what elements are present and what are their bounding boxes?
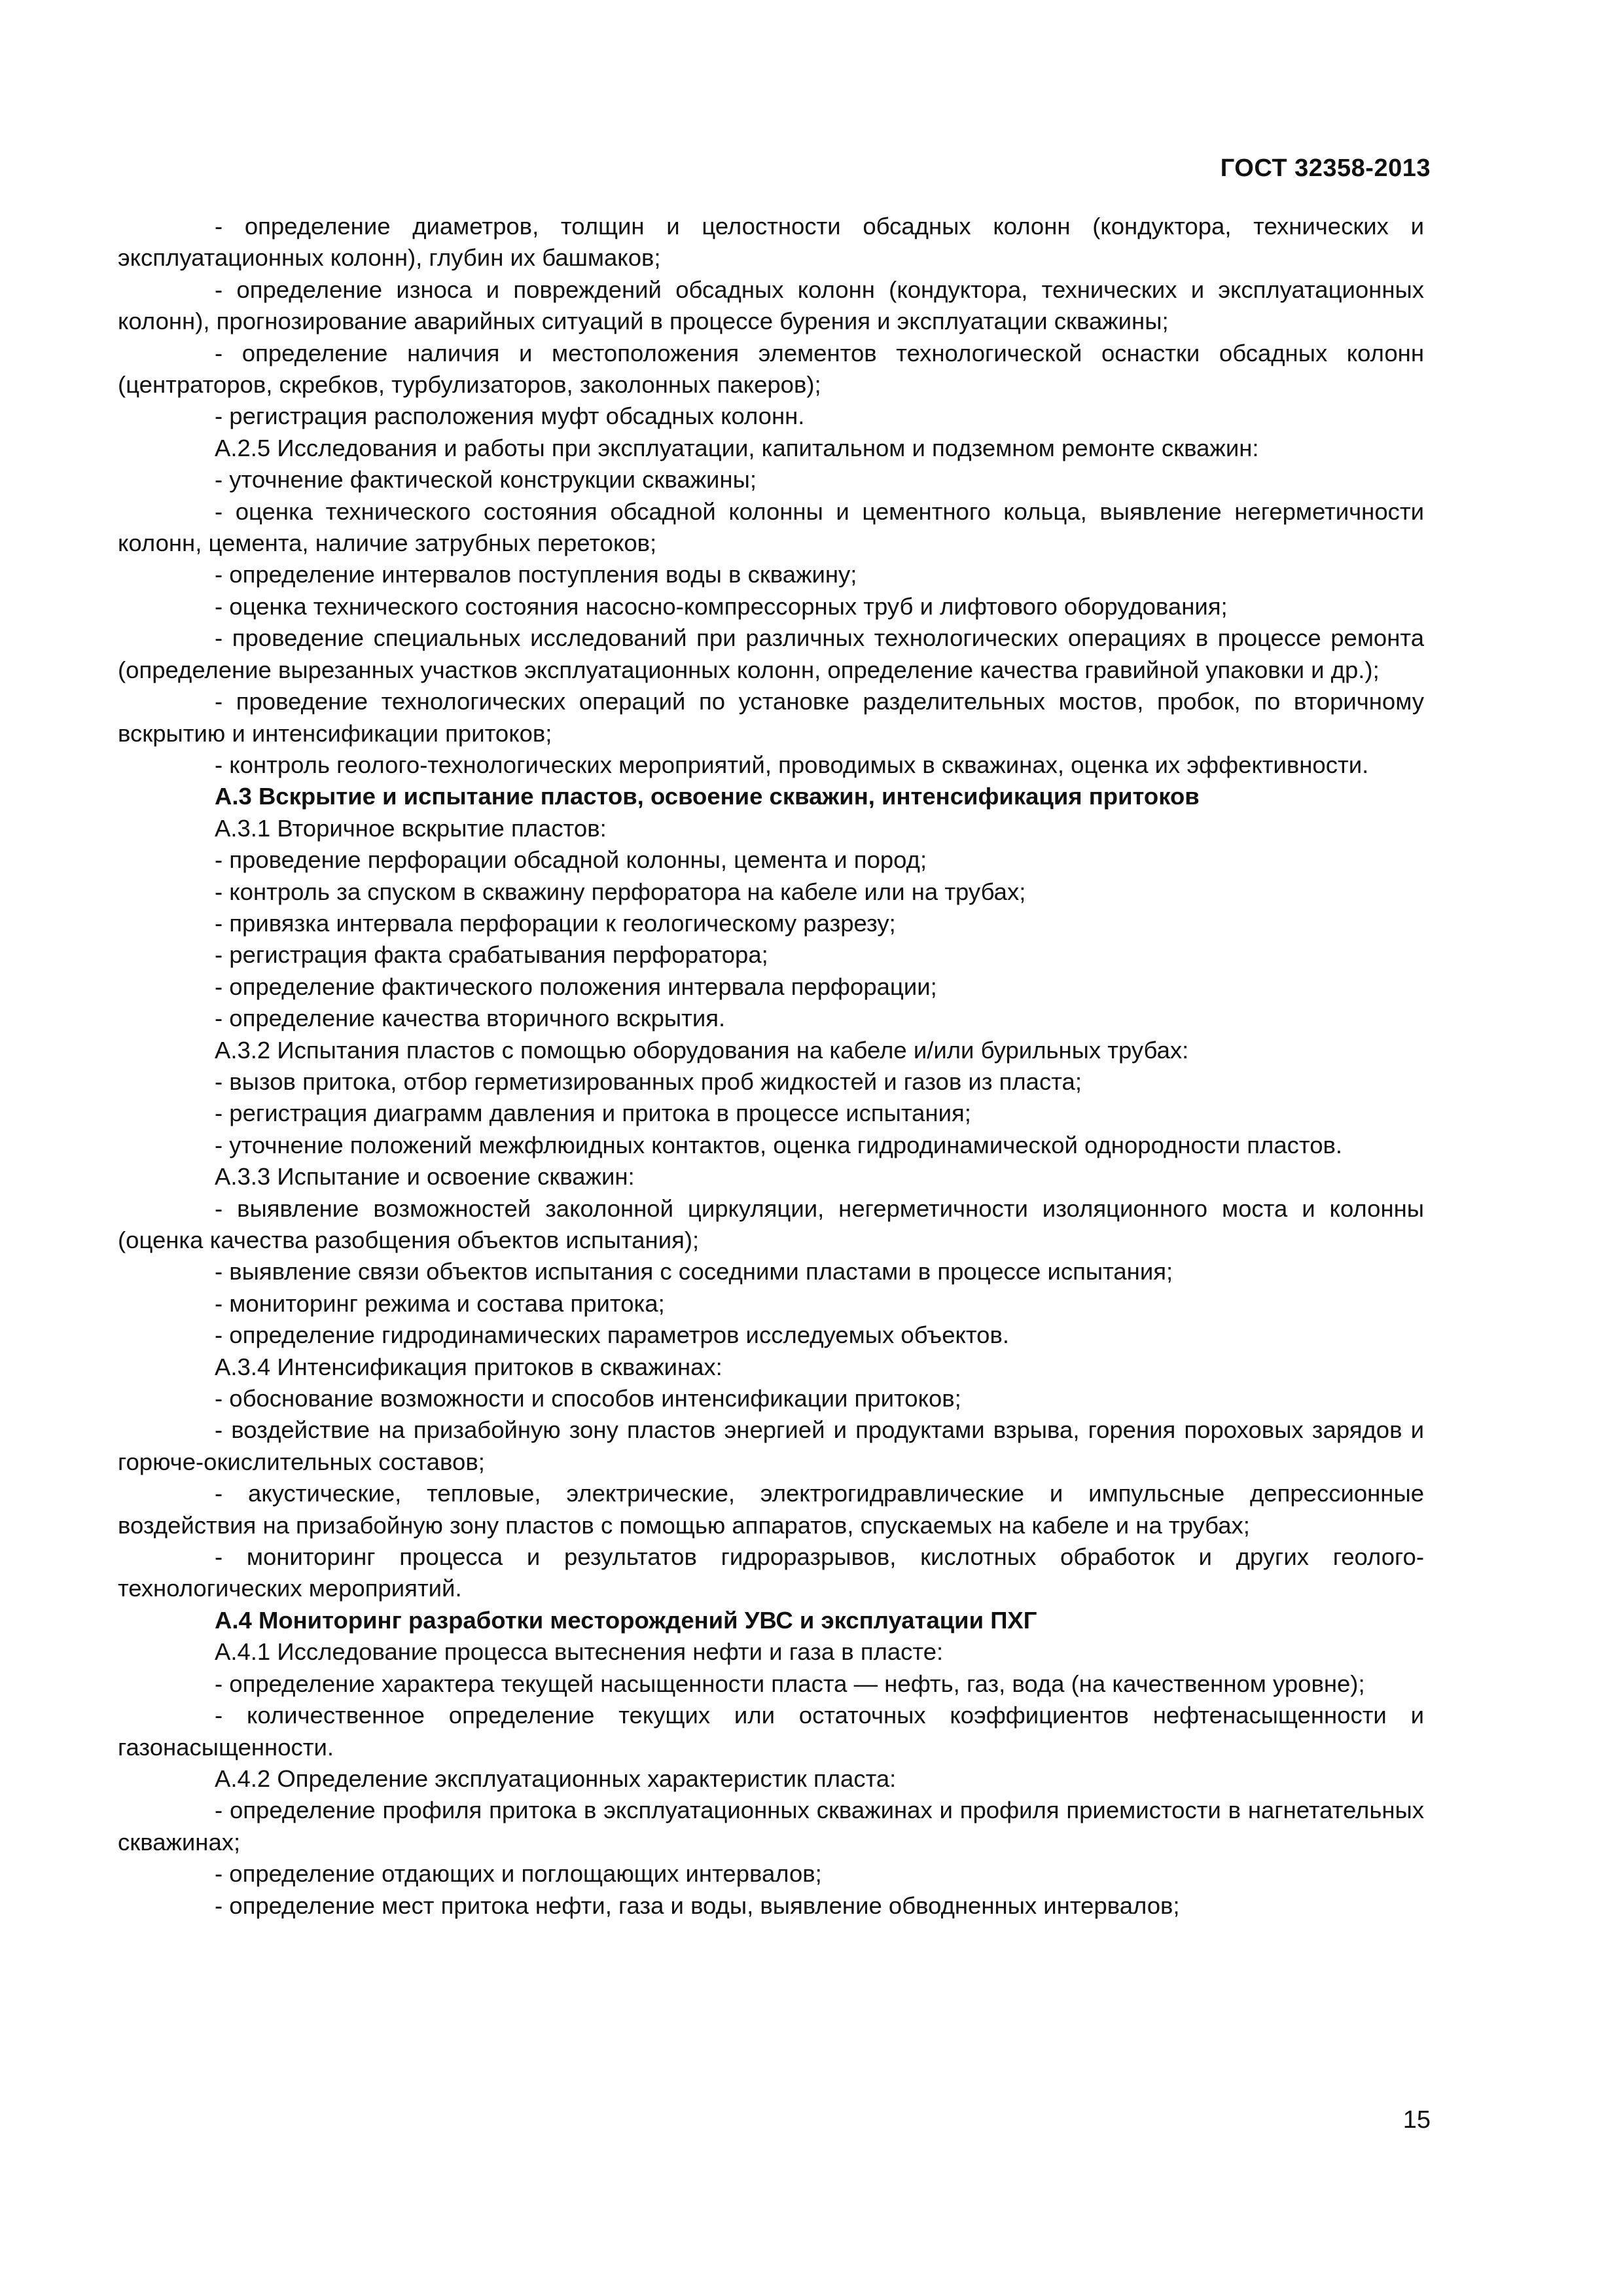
list-item: - уточнение фактической конструкции скважины;	[215, 466, 757, 493]
subsection-title: А.4.1 Исследование процесса вытеснения нефти и газа в пласте:	[215, 1638, 944, 1666]
list-item: - регистрация диаграмм давления и притока в процессе испытания;	[215, 1100, 971, 1127]
subsection-title: А.3.3 Испытание и освоение скважин:	[215, 1163, 635, 1191]
list-item: - определение мест притока нефти, газа и воды, выявление обводненных интервалов;	[215, 1892, 1180, 1919]
list-item: - мониторинг процесса и результатов гидроразрывов, кислотных обработок и других геолого-технологических мероприятий.	[118, 1543, 1424, 1602]
list-item: - определение интервалов поступления воды в скважину;	[215, 561, 857, 588]
list-item: - проведение технологических операций по установке разделительных мостов, пробок, по вторичному вскрытию и интенсификации притоков;	[118, 688, 1424, 747]
document-body	[118, 211, 1424, 1922]
list-item: - выявление связи объектов испытания с соседними пластами в процессе испытания;	[215, 1258, 1173, 1285]
subsection-title: А.4.2 Определение эксплуатационных характеристик пласта:	[215, 1765, 897, 1792]
list-item: - определение качества вторичного вскрытия.	[215, 1005, 726, 1032]
list-item: - привязка интервала перфорации к геологическому разрезу;	[215, 909, 896, 937]
list-item: - оценка технического состояния насосно-компрессорных труб и лифтового оборудования;	[215, 592, 1228, 620]
list-item: - контроль геолого-технологических мероприятий, проводимых в скважинах, оценка их эффективности.	[215, 751, 1369, 778]
list-item: - регистрация расположения муфт обсадных колонн.	[215, 403, 805, 430]
list-item: - вызов притока, отбор герметизированных проб жидкостей и газов из пласта;	[215, 1067, 1082, 1095]
list-item: - определение износа и повреждений обсадных колонн (кондуктора, технических и эксплуатационных колонн), прогнозирование аварийных ситуаций в процессе бурения и эксплуатации скважины;	[118, 276, 1424, 335]
subsection-title: А.2.5 Исследования и работы при эксплуатации, капитальном и подземном ремонте скважин:	[215, 434, 1259, 461]
list-item: - выявление возможностей заколонной циркуляции, негерметичности изоляционного моста и колонны (оценка качества разобщения объектов испытания);	[118, 1194, 1424, 1253]
section-heading: А.4 Мониторинг разработки месторождений УВС и эксплуатации ПХГ	[215, 1606, 1037, 1634]
list-item: - регистрация факта срабатывания перфоратора;	[215, 941, 768, 969]
list-item: - обоснование возможности и способов интенсификации притоков;	[215, 1385, 961, 1412]
page-number: 15	[1402, 2106, 1431, 2134]
subsection-title: А.3.4 Интенсификация притоков в скважинах:	[215, 1353, 722, 1380]
list-item: - количественное определение текущих или остаточных коэффициентов нефтенасыщенности и газонасыщенности.	[118, 1702, 1424, 1761]
list-item: - уточнение положений межфлюидных контактов, оценка гидродинамической однородности пластов.	[215, 1131, 1343, 1158]
list-item: - проведение специальных исследований при различных технологических операциях в процессе ремонта (определение вырезанных участков эксплуатационных колонн, определение качества гравийной упаковки и др.);	[118, 624, 1424, 683]
section-heading: А.3 Вскрытие и испытание пластов, освоение скважин, интенсификация притоков	[215, 783, 1200, 810]
list-item: - контроль за спуском в скважину перфоратора на кабеле или на трубах;	[215, 878, 1026, 905]
document-code: ГОСТ 32358-2013	[1220, 154, 1431, 182]
list-item: - оценка технического состояния обсадной колонны и цементного кольца, выявление негерметичности колонн, цемента, наличие затрубных перетоков;	[118, 497, 1424, 557]
subsection-title: А.3.1 Вторичное вскрытие пластов:	[215, 814, 607, 842]
list-item: - проведение перфорации обсадной колонны, цемента и пород;	[215, 846, 927, 874]
list-item: - определение характера текущей насыщенности пласта — нефть, газ, вода (на качественном уровне);	[215, 1670, 1365, 1697]
list-item: - акустические, тепловые, электрические, электрогидравлические и импульсные депрессионные воздействия на призабойную зону пластов с помощью аппаратов, спускаемых на кабеле и на трубах;	[118, 1480, 1424, 1539]
list-item: - мониторинг режима и состава притока;	[215, 1289, 665, 1317]
list-item: - определение профиля притока в эксплуатационных скважинах и профиля приемистости в нагнетательных скважинах;	[118, 1797, 1424, 1856]
list-item: - воздействие на призабойную зону пластов энергией и продуктами взрыва, горения пороховых зарядов и горюче-окислительных составов;	[118, 1416, 1424, 1475]
list-item: - определение гидродинамических параметров исследуемых объектов.	[215, 1321, 1010, 1349]
list-item: - определение наличия и местоположения элементов технологической оснастки обсадных колонн (центраторов, скребков, турбулизаторов, заколонных пакеров);	[118, 339, 1424, 399]
list-item: - определение фактического положения интервала перфорации;	[215, 973, 937, 1000]
list-item: - определение отдающих и поглощающих интервалов;	[215, 1860, 822, 1888]
subsection-title: А.3.2 Испытания пластов с помощью оборудования на кабеле и/или бурильных трубах:	[215, 1036, 1189, 1064]
list-item: - определение диаметров, толщин и целостности обсадных колонн (кондуктора, технических и эксплуатационных колонн), глубин их башмаков;	[118, 213, 1424, 272]
